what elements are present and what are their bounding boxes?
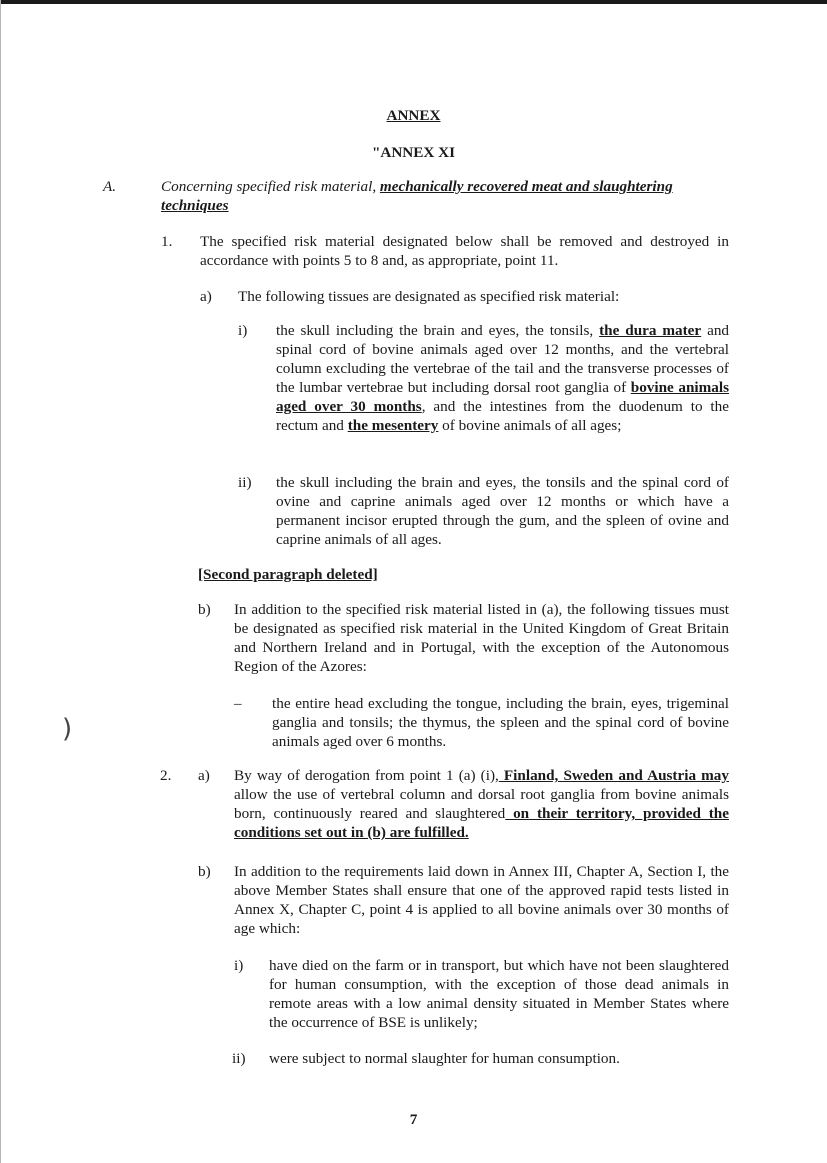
point-2b-ii-text: were subject to normal slaughter for human consumption. <box>269 1050 620 1067</box>
point-1a-label: a) <box>200 288 212 305</box>
scan-left-border <box>0 0 1 1163</box>
scan-top-border <box>0 0 827 4</box>
annex-xi-heading: "ANNEX XI <box>371 144 456 161</box>
margin-mark: ) <box>62 714 73 744</box>
point-2-number: 2. <box>160 767 172 784</box>
page-number: 7 <box>409 1111 418 1128</box>
point-1b-label: b) <box>198 601 211 618</box>
point-1b-dash-text: the entire head excluding the tongue, including the brain, eyes, trigeminal ganglia and tonsils; the thymus, the spleen and the spinal cord of bovine animals aged over 6 months. <box>272 695 729 750</box>
point-2b-i-text: have died on the farm or in transport, but which have not been slaughtered for human consumption, with the exception of those dead animals in remote areas with a low animal density situated in Member States where the occurrence of BSE is unlikely; <box>269 957 729 1031</box>
second-paragraph-deleted: [Second paragraph deleted] <box>198 566 378 583</box>
dash-bullet: – <box>234 695 242 712</box>
point-1-number: 1. <box>161 233 173 250</box>
section-a-label: A. <box>103 178 117 195</box>
point-2a-text: By way of derogation from point 1 (a) (i), Finland, Sweden and Austria may allow the use of vertebral column and dorsal root ganglia from bovine animals born, continuously reared and slaughtered on their territory, provided the conditions set out in (b) are fulfilled. <box>234 767 729 841</box>
point-1a-text: The following tissues are designated as specified risk material: <box>238 288 620 305</box>
point-2b-i-label: i) <box>234 957 244 974</box>
point-1a-ii-label: ii) <box>238 474 252 491</box>
point-1a-i-label: i) <box>238 322 248 339</box>
point-1a-i-text: the skull including the brain and eyes, the tonsils, the dura mater and spinal cord of bovine animals aged over 12 months, and the vertebral column excluding the vertebrae of the tail and the transverse processes of the lumbar vertebrae but including dorsal root ganglia of bovine animals aged over 30 months, and the intestines from the duodenum to the rectum and the mesentery of bovine animals of all ages; <box>276 322 730 434</box>
point-2b-ii-label: ii) <box>232 1050 246 1067</box>
annex-heading: ANNEX <box>386 107 441 124</box>
point-2b-label: b) <box>198 863 211 880</box>
section-a-title: Concerning specified risk material, mechanically recovered meat and slaughtering techniques <box>161 178 673 214</box>
point-1a-ii-text: the skull including the brain and eyes, the tonsils and the spinal cord of ovine and caprine animals aged over 12 months or which have a permanent incisor erupted through the gum, and the spleen of ovine and caprine animals of all ages. <box>276 474 729 548</box>
point-2a-label: a) <box>198 767 210 784</box>
point-2b-text: In addition to the requirements laid down in Annex III, Chapter A, Section I, the above Member States shall ensure that one of the approved rapid tests listed in Annex X, Chapter C, point 4 is applied to all bovine animals over 30 months of age which: <box>234 863 729 937</box>
point-1b-text: In addition to the specified risk material listed in (a), the following tissues must be designated as specified risk material in the United Kingdom of Great Britain and Northern Ireland and in Portugal, with the exception of the Autonomous Region of the Azores: <box>234 601 729 675</box>
point-1-text: The specified risk material designated below shall be removed and destroyed in accordance with points 5 to 8 and, as appropriate, point 11. <box>200 233 729 269</box>
